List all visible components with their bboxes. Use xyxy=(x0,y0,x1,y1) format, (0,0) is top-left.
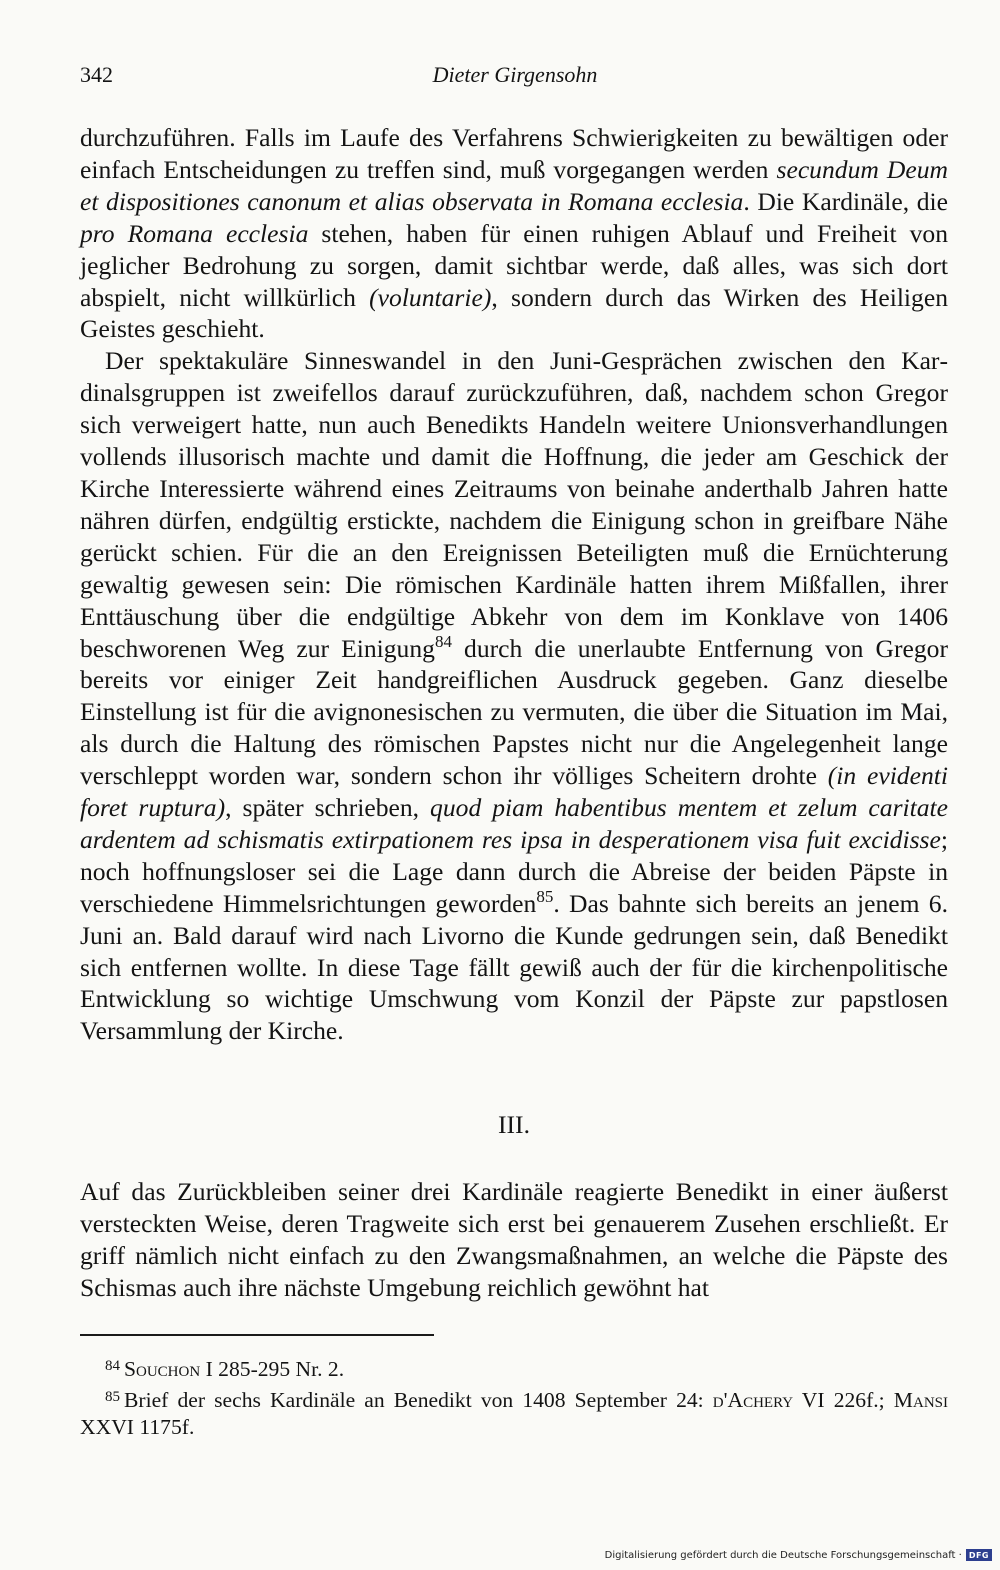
text-run: VI 226f.; xyxy=(793,1387,894,1412)
dfg-logo: DFG xyxy=(966,1549,992,1561)
paragraph xyxy=(80,345,948,1047)
text-run: . Das bahnte sich bereits an jenem 6. Juni an. Bald darauf wird nach Livorno die Kunde gedrungen sein, daß Benedikt sich entfernen wollte. In diese Tage fällt gewiß auch der für die kirchenpolitische Entwicklung so wichtige Umschwung vom Konzil der Päpste zur papstlosen Versammlung der Kirche. xyxy=(80,888,948,1046)
running-head: Dieter Girgensohn xyxy=(432,62,598,87)
latin-phrase: (in evidenti foret ruptura) xyxy=(80,761,948,823)
text-run: ; noch hoffnungsloser sei die Lage dann durch die Abreise der beiden Päpste in verschiedene Himmelsrichtungen geworden xyxy=(80,824,948,918)
author-name: Mansi xyxy=(893,1387,948,1412)
page-number: 342 xyxy=(80,62,113,87)
latin-quote: quod piam habentibus mentem et zelum caritate ardentem ad schismatis extirpationem res ipsa in desperationem visa fuit excidisse xyxy=(80,793,949,854)
author-name: Souchon xyxy=(124,1357,201,1381)
text-run: . Die Kardinäle, die xyxy=(743,186,948,216)
section-paragraph: Auf das Zurückbleiben seiner drei Kardinäle reagierte Benedikt in einer äußerst versteckten Weise, deren Tragweite sich erst bei genauerem Zusehen erschließt. Er griff nämlich nicht einfach zu den Zwangsmaßnahmen, an welche die Päpste des Schismas auch ihre nächste Umgebung reichlich gewöhnt hat xyxy=(80,1177,948,1302)
footnote-85 xyxy=(80,1384,948,1442)
footnote-ref-84[interactable]: 84 xyxy=(434,631,452,651)
main-text xyxy=(80,122,948,1047)
page-header xyxy=(80,62,950,96)
credit-text: Digitalisierung gefördert durch die Deutsche Forschungsgemeinschaft · xyxy=(604,1549,962,1561)
text-run: , später schrieben, xyxy=(225,793,431,823)
text-run: durch die unerlaubte Entfernung von Gregor bereits vor einiger Zeit handgreiflichen Ausdruck gegeben. Ganz dieselbe Einstellung ist für die avignonesischen zu vermuten, die über die Situation im Mai, als durch die Haltung des römischen Papstes nicht nur die Angelegenheit lange verschleppt worden war, sondern schon ihr völliges Scheitern drohte xyxy=(80,633,948,791)
text-run: Brief der sechs Kardinäle an Benedikt von 1408 September 24: xyxy=(124,1387,713,1412)
latin-quote: secundum Deum et dispositiones canonum et alias observata in Romana ecclesia xyxy=(80,154,948,216)
latin-phrase: pro Romana ecclesia xyxy=(80,218,309,248)
footnote-number: 85 xyxy=(105,1388,120,1405)
footnote-divider xyxy=(80,1334,434,1336)
text-run: , sondern durch das Wirken des Heiligen Geistes geschieht. xyxy=(80,282,948,344)
text-run: I 285-295 Nr. 2. xyxy=(200,1357,345,1381)
footnote-ref-85[interactable]: 85 xyxy=(536,886,554,906)
text-run: durchzuführen. Falls im Laufe des Verfahrens Schwierigkeiten zu bewältigen oder einfach Entscheidungen zu treffen sind, muß vorgegangen werden xyxy=(80,123,948,184)
paragraph xyxy=(80,122,948,345)
section-heading: III. xyxy=(498,1110,530,1139)
footnote-number: 84 xyxy=(105,1358,120,1374)
text-run: XXVI 1175f. xyxy=(80,1415,195,1439)
text-run: stehen, haben für einen ruhigen Ablauf und Freiheit von jeglicher Bedrohung zu sorgen, damit sichtbar werde, daß alles, was sich dort abspielt, nicht willkürlich xyxy=(80,218,948,312)
author-name: d'Achery xyxy=(712,1387,794,1412)
digitization-credit xyxy=(605,1548,992,1562)
text-run: Der spektakuläre Sinneswandel in den Juni-Gesprächen zwischen den Kardinalsgruppen ist zweifellos darauf zurückzuführen, daß, nachdem schon Gregor sich verweigert hatte, nun auch Benedikts Handeln weitere Unionsverhandlungen vollends illusorisch machte und damit die Hoffnung, die jeder am Geschick der Kirche Interessierte während eines Zeitraums von beinahe anderthalb Jahren hatte nähren dürfen, endgültig erstickte, nachdem die Einigung schon in greifbare Nähe gerückt schien. Für die an den Ereignissen Beteiligten muß die Ernüchterung gewaltig gewesen sein: Die römischen Kardinäle hatten ihrem Mißfallen, ihrer Enttäuschung über die endgültige Abkehr von dem im Konklave von 1406 beschworenen Weg zur Einigung xyxy=(80,346,948,663)
latin-phrase: (voluntarie) xyxy=(369,282,492,312)
footnotes xyxy=(80,1353,948,1442)
footnote-84 xyxy=(80,1353,948,1384)
